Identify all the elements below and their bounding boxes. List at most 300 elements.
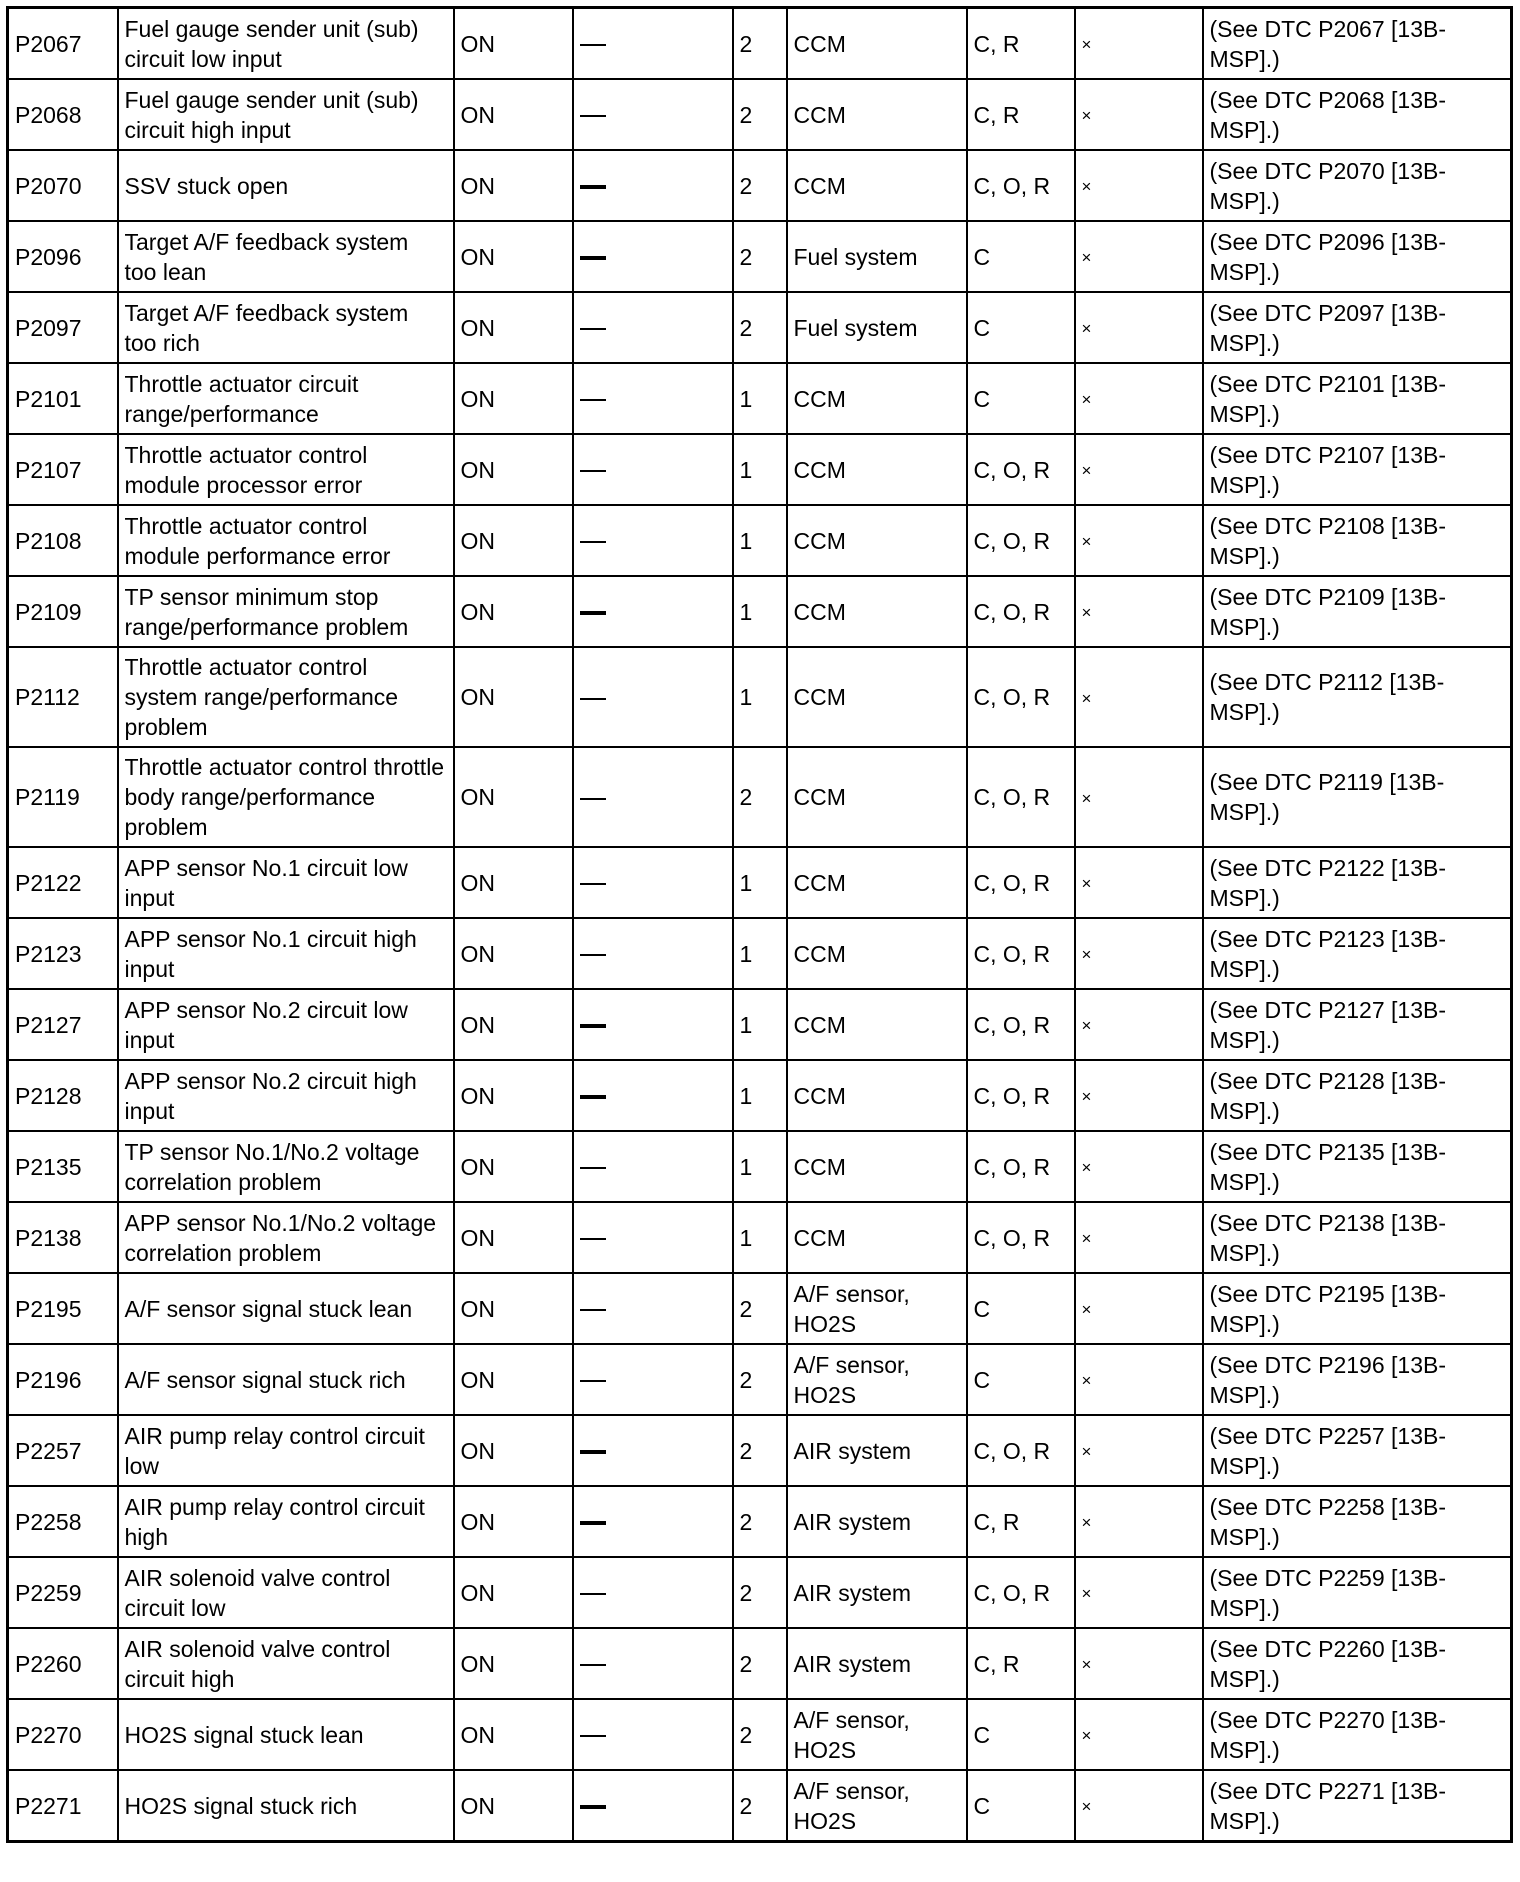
- x-mark: ×: [1081, 35, 1092, 54]
- x-mark: ×: [1081, 106, 1092, 125]
- x-mark: ×: [1081, 874, 1092, 893]
- dtc-code-cell: P2096: [8, 221, 118, 292]
- description-cell: APP sensor No.1 circuit low input: [118, 847, 454, 918]
- monitor-item-cell: CCM: [787, 505, 967, 576]
- dtc-code-cell: P2257: [8, 1415, 118, 1486]
- mark-cell: [1075, 1415, 1203, 1486]
- description-cell: A/F sensor signal stuck rich: [118, 1344, 454, 1415]
- mark-cell: [1075, 1131, 1203, 1202]
- dash-mark: [580, 954, 606, 956]
- memory-cell: [573, 1628, 733, 1699]
- reference-cell: (See DTC P2070 [13B-MSP].): [1203, 150, 1512, 221]
- self-test-type-cell: C, O, R: [967, 1131, 1075, 1202]
- reference-cell: (See DTC P2097 [13B-MSP].): [1203, 292, 1512, 363]
- x-mark: ×: [1081, 319, 1092, 338]
- mark-cell: [1075, 1770, 1203, 1842]
- reference-cell: (See DTC P2123 [13B-MSP].): [1203, 918, 1512, 989]
- trip-cell: 1: [733, 434, 787, 505]
- dash-mark: [580, 541, 606, 543]
- memory-cell: [573, 1486, 733, 1557]
- reference-cell: (See DTC P2096 [13B-MSP].): [1203, 221, 1512, 292]
- trip-cell: 2: [733, 1770, 787, 1842]
- table-row: [8, 434, 1512, 505]
- dash-mark: [580, 1095, 606, 1099]
- description-cell: Throttle actuator control system range/performance problem: [118, 647, 454, 747]
- table-row: [8, 363, 1512, 434]
- table-row: [8, 576, 1512, 647]
- reference-cell: (See DTC P2258 [13B-MSP].): [1203, 1486, 1512, 1557]
- memory-cell: [573, 505, 733, 576]
- mil-cell: ON: [454, 505, 573, 576]
- monitor-item-cell: AIR system: [787, 1415, 967, 1486]
- table-row: [8, 1770, 1512, 1842]
- memory-cell: [573, 150, 733, 221]
- trip-cell: 1: [733, 918, 787, 989]
- mark-cell: [1075, 363, 1203, 434]
- x-mark: ×: [1081, 1371, 1092, 1390]
- mark-cell: [1075, 8, 1203, 80]
- mil-cell: ON: [454, 1770, 573, 1842]
- self-test-type-cell: C, O, R: [967, 647, 1075, 747]
- self-test-type-cell: C, O, R: [967, 1557, 1075, 1628]
- reference-cell: (See DTC P2109 [13B-MSP].): [1203, 576, 1512, 647]
- monitor-item-cell: CCM: [787, 434, 967, 505]
- trip-cell: 2: [733, 1557, 787, 1628]
- memory-cell: [573, 1699, 733, 1770]
- x-mark: ×: [1081, 688, 1092, 708]
- trip-cell: 2: [733, 1344, 787, 1415]
- monitor-item-cell: CCM: [787, 79, 967, 150]
- mark-cell: [1075, 1699, 1203, 1770]
- x-mark: ×: [1081, 248, 1092, 267]
- reference-cell: (See DTC P2127 [13B-MSP].): [1203, 989, 1512, 1060]
- dash-mark: [580, 1805, 606, 1809]
- trip-cell: 2: [733, 1628, 787, 1699]
- dash-mark: [580, 44, 606, 46]
- mil-cell: ON: [454, 747, 573, 847]
- memory-cell: [573, 434, 733, 505]
- reference-cell: (See DTC P2270 [13B-MSP].): [1203, 1699, 1512, 1770]
- reference-cell: (See DTC P2257 [13B-MSP].): [1203, 1415, 1512, 1486]
- dash-mark: [580, 698, 606, 700]
- description-cell: Throttle actuator control module processor error: [118, 434, 454, 505]
- dtc-code-cell: P2068: [8, 79, 118, 150]
- trip-cell: 1: [733, 1202, 787, 1273]
- mark-cell: [1075, 576, 1203, 647]
- monitor-item-cell: CCM: [787, 847, 967, 918]
- trip-cell: 1: [733, 505, 787, 576]
- reference-cell: (See DTC P2135 [13B-MSP].): [1203, 1131, 1512, 1202]
- monitor-item-cell: CCM: [787, 1060, 967, 1131]
- monitor-item-cell: A/F sensor, HO2S: [787, 1699, 967, 1770]
- self-test-type-cell: C, O, R: [967, 434, 1075, 505]
- self-test-type-cell: C, O, R: [967, 505, 1075, 576]
- self-test-type-cell: C, O, R: [967, 1202, 1075, 1273]
- dash-mark: [580, 798, 606, 800]
- trip-cell: 1: [733, 1060, 787, 1131]
- memory-cell: [573, 1273, 733, 1344]
- trip-cell: 2: [733, 1273, 787, 1344]
- dtc-code-cell: P2109: [8, 576, 118, 647]
- self-test-type-cell: C: [967, 1273, 1075, 1344]
- trip-cell: 2: [733, 1699, 787, 1770]
- memory-cell: [573, 647, 733, 747]
- mil-cell: ON: [454, 1415, 573, 1486]
- monitor-item-cell: CCM: [787, 918, 967, 989]
- mil-cell: ON: [454, 292, 573, 363]
- mil-cell: ON: [454, 434, 573, 505]
- trip-cell: 2: [733, 221, 787, 292]
- x-mark: ×: [1081, 1513, 1092, 1532]
- mil-cell: ON: [454, 1131, 573, 1202]
- dtc-code-cell: P2195: [8, 1273, 118, 1344]
- monitor-item-cell: CCM: [787, 8, 967, 80]
- dtc-code-cell: P2196: [8, 1344, 118, 1415]
- reference-cell: (See DTC P2122 [13B-MSP].): [1203, 847, 1512, 918]
- table-row: [8, 1273, 1512, 1344]
- x-mark: ×: [1081, 1016, 1092, 1035]
- self-test-type-cell: C, O, R: [967, 576, 1075, 647]
- dash-mark: [580, 1024, 606, 1028]
- table-row: [8, 747, 1512, 847]
- table-row: [8, 8, 1512, 80]
- mil-cell: ON: [454, 918, 573, 989]
- memory-cell: [573, 8, 733, 80]
- mark-cell: [1075, 1344, 1203, 1415]
- dtc-code-cell: P2097: [8, 292, 118, 363]
- dtc-code-cell: P2128: [8, 1060, 118, 1131]
- x-mark: ×: [1081, 390, 1092, 409]
- dash-mark: [580, 1735, 606, 1737]
- x-mark: ×: [1081, 1158, 1092, 1177]
- mark-cell: [1075, 150, 1203, 221]
- table-row: [8, 1557, 1512, 1628]
- description-cell: HO2S signal stuck rich: [118, 1770, 454, 1842]
- self-test-type-cell: C, R: [967, 1628, 1075, 1699]
- self-test-type-cell: C, O, R: [967, 847, 1075, 918]
- mil-cell: ON: [454, 1486, 573, 1557]
- reference-cell: (See DTC P2068 [13B-MSP].): [1203, 79, 1512, 150]
- monitor-item-cell: CCM: [787, 150, 967, 221]
- description-cell: Fuel gauge sender unit (sub) circuit high input: [118, 79, 454, 150]
- table-row: [8, 989, 1512, 1060]
- description-cell: Target A/F feedback system too rich: [118, 292, 454, 363]
- monitor-item-cell: CCM: [787, 647, 967, 747]
- dash-mark: [580, 1521, 606, 1525]
- mark-cell: [1075, 505, 1203, 576]
- monitor-item-cell: CCM: [787, 989, 967, 1060]
- monitor-item-cell: CCM: [787, 747, 967, 847]
- dtc-code-cell: P2123: [8, 918, 118, 989]
- dtc-code-cell: P2260: [8, 1628, 118, 1699]
- trip-cell: 1: [733, 847, 787, 918]
- description-cell: A/F sensor signal stuck lean: [118, 1273, 454, 1344]
- x-mark: ×: [1081, 603, 1092, 622]
- dtc-code-cell: P2122: [8, 847, 118, 918]
- description-cell: Fuel gauge sender unit (sub) circuit low input: [118, 8, 454, 80]
- mark-cell: [1075, 918, 1203, 989]
- self-test-type-cell: C, O, R: [967, 1415, 1075, 1486]
- reference-cell: (See DTC P2101 [13B-MSP].): [1203, 363, 1512, 434]
- table-row: [8, 918, 1512, 989]
- self-test-type-cell: C, O, R: [967, 150, 1075, 221]
- dtc-code-cell: P2135: [8, 1131, 118, 1202]
- description-cell: SSV stuck open: [118, 150, 454, 221]
- monitor-item-cell: A/F sensor, HO2S: [787, 1770, 967, 1842]
- description-cell: APP sensor No.2 circuit low input: [118, 989, 454, 1060]
- mark-cell: [1075, 847, 1203, 918]
- reference-cell: (See DTC P2138 [13B-MSP].): [1203, 1202, 1512, 1273]
- memory-cell: [573, 576, 733, 647]
- dash-mark: [580, 328, 606, 330]
- x-mark: ×: [1081, 1584, 1092, 1603]
- reference-cell: (See DTC P2107 [13B-MSP].): [1203, 434, 1512, 505]
- mark-cell: [1075, 292, 1203, 363]
- self-test-type-cell: C: [967, 1699, 1075, 1770]
- table-row: [8, 1415, 1512, 1486]
- dash-mark: [580, 883, 606, 885]
- trip-cell: 2: [733, 747, 787, 847]
- dash-mark: [580, 1309, 606, 1311]
- dash-mark: [580, 1380, 606, 1382]
- x-mark: ×: [1081, 1726, 1092, 1745]
- trip-cell: 1: [733, 576, 787, 647]
- memory-cell: [573, 1202, 733, 1273]
- x-mark: ×: [1081, 461, 1092, 480]
- self-test-type-cell: C, O, R: [967, 989, 1075, 1060]
- trip-cell: 1: [733, 989, 787, 1060]
- x-mark: ×: [1081, 1087, 1092, 1106]
- x-mark: ×: [1081, 788, 1092, 808]
- dtc-code-cell: P2112: [8, 647, 118, 747]
- table-row: [8, 505, 1512, 576]
- x-mark: ×: [1081, 1442, 1092, 1461]
- memory-cell: [573, 747, 733, 847]
- reference-cell: (See DTC P2259 [13B-MSP].): [1203, 1557, 1512, 1628]
- memory-cell: [573, 847, 733, 918]
- reference-cell: (See DTC P2260 [13B-MSP].): [1203, 1628, 1512, 1699]
- self-test-type-cell: C, R: [967, 1486, 1075, 1557]
- mark-cell: [1075, 989, 1203, 1060]
- dtc-code-cell: P2258: [8, 1486, 118, 1557]
- monitor-item-cell: CCM: [787, 1202, 967, 1273]
- dtc-code-cell: P2270: [8, 1699, 118, 1770]
- table-row: [8, 1131, 1512, 1202]
- dash-mark: [580, 399, 606, 401]
- dash-mark: [580, 256, 606, 260]
- dtc-code-cell: P2271: [8, 1770, 118, 1842]
- table-row: [8, 150, 1512, 221]
- mil-cell: ON: [454, 1202, 573, 1273]
- description-cell: Throttle actuator control throttle body range/performance problem: [118, 747, 454, 847]
- self-test-type-cell: C: [967, 1344, 1075, 1415]
- monitor-item-cell: Fuel system: [787, 292, 967, 363]
- self-test-type-cell: C, O, R: [967, 747, 1075, 847]
- trip-cell: 2: [733, 292, 787, 363]
- description-cell: APP sensor No.1/No.2 voltage correlation problem: [118, 1202, 454, 1273]
- mil-cell: ON: [454, 363, 573, 434]
- x-mark: ×: [1081, 1655, 1092, 1674]
- dash-mark: [580, 611, 606, 615]
- mil-cell: ON: [454, 8, 573, 80]
- trip-cell: 2: [733, 79, 787, 150]
- reference-cell: (See DTC P2067 [13B-MSP].): [1203, 8, 1512, 80]
- table-row: [8, 647, 1512, 747]
- description-cell: TP sensor No.1/No.2 voltage correlation problem: [118, 1131, 454, 1202]
- trip-cell: 2: [733, 150, 787, 221]
- memory-cell: [573, 1344, 733, 1415]
- dash-mark: [580, 115, 606, 117]
- x-mark: ×: [1081, 1300, 1092, 1319]
- monitor-item-cell: CCM: [787, 363, 967, 434]
- dash-mark: [580, 185, 606, 189]
- description-cell: TP sensor minimum stop range/performance problem: [118, 576, 454, 647]
- dash-mark: [580, 1664, 606, 1666]
- memory-cell: [573, 1557, 733, 1628]
- dtc-code-cell: P2119: [8, 747, 118, 847]
- memory-cell: [573, 1770, 733, 1842]
- description-cell: AIR pump relay control circuit high: [118, 1486, 454, 1557]
- dtc-code-cell: P2108: [8, 505, 118, 576]
- dash-mark: [580, 1238, 606, 1240]
- table-row: [8, 1060, 1512, 1131]
- monitor-item-cell: CCM: [787, 576, 967, 647]
- monitor-item-cell: AIR system: [787, 1557, 967, 1628]
- memory-cell: [573, 918, 733, 989]
- trip-cell: 2: [733, 1415, 787, 1486]
- dtc-code-cell: P2067: [8, 8, 118, 80]
- description-cell: APP sensor No.2 circuit high input: [118, 1060, 454, 1131]
- mil-cell: ON: [454, 989, 573, 1060]
- mil-cell: ON: [454, 1628, 573, 1699]
- trip-cell: 1: [733, 363, 787, 434]
- memory-cell: [573, 363, 733, 434]
- dash-mark: [580, 1167, 606, 1169]
- mark-cell: [1075, 647, 1203, 747]
- table-row: [8, 1344, 1512, 1415]
- description-cell: AIR pump relay control circuit low: [118, 1415, 454, 1486]
- mil-cell: ON: [454, 1557, 573, 1628]
- monitor-item-cell: AIR system: [787, 1628, 967, 1699]
- table-row: [8, 1486, 1512, 1557]
- reference-cell: (See DTC P2271 [13B-MSP].): [1203, 1770, 1512, 1842]
- mil-cell: ON: [454, 1699, 573, 1770]
- self-test-type-cell: C: [967, 292, 1075, 363]
- monitor-item-cell: A/F sensor, HO2S: [787, 1344, 967, 1415]
- mark-cell: [1075, 747, 1203, 847]
- memory-cell: [573, 989, 733, 1060]
- mil-cell: ON: [454, 79, 573, 150]
- description-cell: AIR solenoid valve control circuit low: [118, 1557, 454, 1628]
- memory-cell: [573, 79, 733, 150]
- trip-cell: 1: [733, 647, 787, 747]
- reference-cell: (See DTC P2119 [13B-MSP].): [1203, 747, 1512, 847]
- x-mark: ×: [1081, 532, 1092, 551]
- memory-cell: [573, 1415, 733, 1486]
- memory-cell: [573, 1131, 733, 1202]
- mil-cell: ON: [454, 1273, 573, 1344]
- table-row: [8, 1628, 1512, 1699]
- self-test-type-cell: C, R: [967, 8, 1075, 80]
- mil-cell: ON: [454, 576, 573, 647]
- table-row: [8, 1202, 1512, 1273]
- reference-cell: (See DTC P2108 [13B-MSP].): [1203, 505, 1512, 576]
- description-cell: APP sensor No.1 circuit high input: [118, 918, 454, 989]
- dtc-code-cell: P2101: [8, 363, 118, 434]
- monitor-item-cell: AIR system: [787, 1486, 967, 1557]
- dash-mark: [580, 1450, 606, 1454]
- description-cell: HO2S signal stuck lean: [118, 1699, 454, 1770]
- x-mark: ×: [1081, 177, 1092, 196]
- memory-cell: [573, 292, 733, 363]
- table-row: [8, 79, 1512, 150]
- dtc-code-cell: P2107: [8, 434, 118, 505]
- reference-cell: (See DTC P2196 [13B-MSP].): [1203, 1344, 1512, 1415]
- dash-mark: [580, 1593, 606, 1595]
- dash-mark: [580, 470, 606, 472]
- dtc-code-cell: P2259: [8, 1557, 118, 1628]
- x-mark: ×: [1081, 945, 1092, 964]
- monitor-item-cell: CCM: [787, 1131, 967, 1202]
- reference-cell: (See DTC P2112 [13B-MSP].): [1203, 647, 1512, 747]
- description-cell: AIR solenoid valve control circuit high: [118, 1628, 454, 1699]
- mark-cell: [1075, 221, 1203, 292]
- self-test-type-cell: C: [967, 363, 1075, 434]
- reference-cell: (See DTC P2195 [13B-MSP].): [1203, 1273, 1512, 1344]
- table-row: [8, 221, 1512, 292]
- monitor-item-cell: Fuel system: [787, 221, 967, 292]
- trip-cell: 1: [733, 1131, 787, 1202]
- trip-cell: 2: [733, 1486, 787, 1557]
- self-test-type-cell: C, R: [967, 79, 1075, 150]
- mark-cell: [1075, 1060, 1203, 1131]
- description-cell: Throttle actuator control module performance error: [118, 505, 454, 576]
- x-mark: ×: [1081, 1797, 1092, 1816]
- mark-cell: [1075, 434, 1203, 505]
- dtc-code-cell: P2138: [8, 1202, 118, 1273]
- mil-cell: ON: [454, 1060, 573, 1131]
- description-cell: Target A/F feedback system too lean: [118, 221, 454, 292]
- mil-cell: ON: [454, 150, 573, 221]
- self-test-type-cell: C, O, R: [967, 1060, 1075, 1131]
- mark-cell: [1075, 1273, 1203, 1344]
- mark-cell: [1075, 1628, 1203, 1699]
- memory-cell: [573, 1060, 733, 1131]
- mil-cell: ON: [454, 647, 573, 747]
- mark-cell: [1075, 1486, 1203, 1557]
- memory-cell: [573, 221, 733, 292]
- mark-cell: [1075, 79, 1203, 150]
- dtc-table: [6, 6, 1513, 1843]
- mil-cell: ON: [454, 221, 573, 292]
- description-cell: Throttle actuator circuit range/performance: [118, 363, 454, 434]
- x-mark: ×: [1081, 1229, 1092, 1248]
- table-row: [8, 1699, 1512, 1770]
- trip-cell: 2: [733, 8, 787, 80]
- self-test-type-cell: C: [967, 1770, 1075, 1842]
- self-test-type-cell: C, O, R: [967, 918, 1075, 989]
- table-row: [8, 847, 1512, 918]
- self-test-type-cell: C: [967, 221, 1075, 292]
- dtc-code-cell: P2070: [8, 150, 118, 221]
- monitor-item-cell: A/F sensor, HO2S: [787, 1273, 967, 1344]
- dtc-code-cell: P2127: [8, 989, 118, 1060]
- reference-cell: (See DTC P2128 [13B-MSP].): [1203, 1060, 1512, 1131]
- mark-cell: [1075, 1202, 1203, 1273]
- mil-cell: ON: [454, 847, 573, 918]
- mil-cell: ON: [454, 1344, 573, 1415]
- mark-cell: [1075, 1557, 1203, 1628]
